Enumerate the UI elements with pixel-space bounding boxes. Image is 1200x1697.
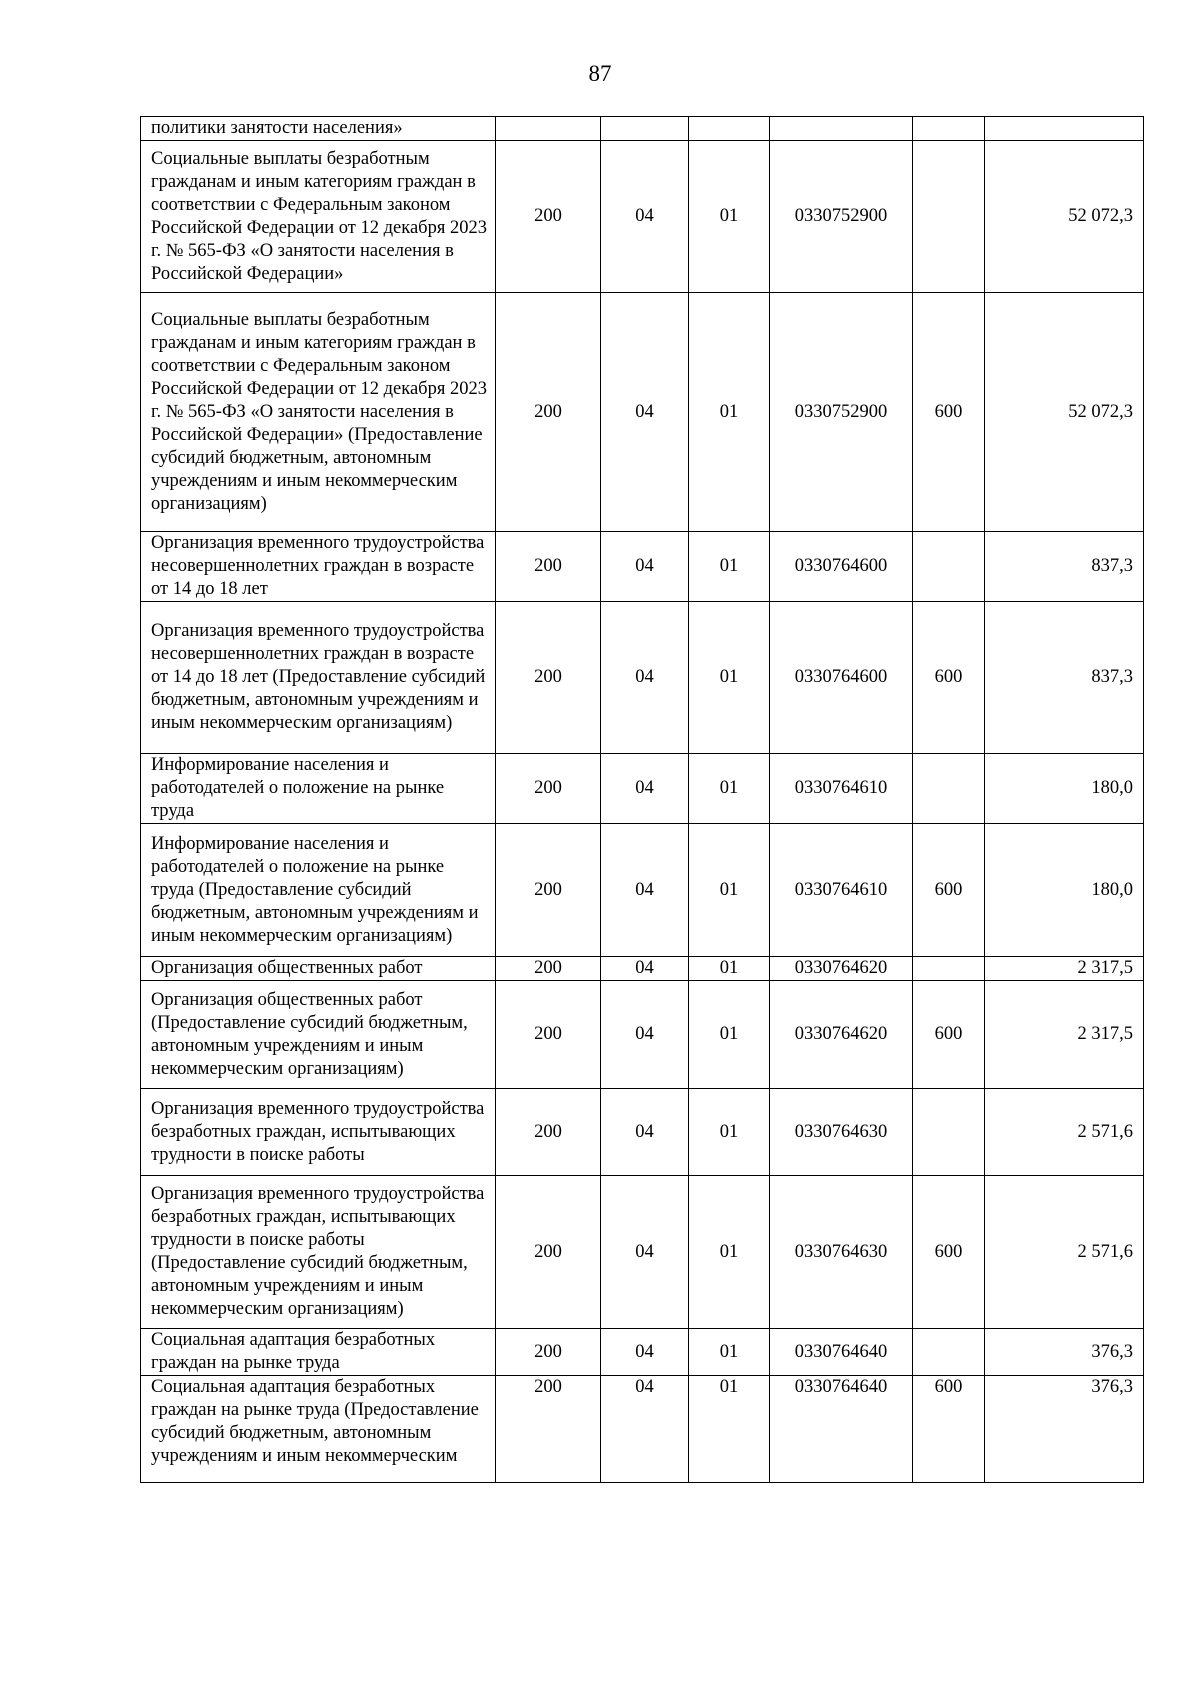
budget-table xyxy=(140,116,1144,1483)
cell-expense-type xyxy=(913,1089,985,1176)
cell-subsection-code: 01 xyxy=(689,602,770,754)
cell-section-code: 04 xyxy=(601,602,689,754)
cell-ved-code: 200 xyxy=(496,293,601,532)
table-row xyxy=(141,1329,1144,1376)
cell-name: Организация временного трудоустройства безработных граждан, испытывающих трудности в поиске работы (Предоставление субсидий бюджетным, автономным учреждениям и иным некоммерческим организациям) xyxy=(141,1176,496,1329)
cell-ved-code: 200 xyxy=(496,1176,601,1329)
cell-target-article: 0330764640 xyxy=(770,1329,913,1376)
cell-amount: 180,0 xyxy=(985,824,1144,957)
cell-target-article: 0330752900 xyxy=(770,141,913,293)
cell-expense-type: 600 xyxy=(913,602,985,754)
cell-target-article: 0330764600 xyxy=(770,532,913,602)
table-row xyxy=(141,1089,1144,1176)
cell-amount: 2 571,6 xyxy=(985,1089,1144,1176)
cell-expense-type xyxy=(913,117,985,141)
cell-section-code: 04 xyxy=(601,1329,689,1376)
cell-name: Организация общественных работ xyxy=(141,957,496,981)
cell-amount: 2 317,5 xyxy=(985,981,1144,1089)
cell-subsection-code: 01 xyxy=(689,1329,770,1376)
table-row xyxy=(141,1176,1144,1329)
cell-amount: 376,3 xyxy=(985,1376,1144,1483)
cell-amount: 2 571,6 xyxy=(985,1176,1144,1329)
cell-subsection-code: 01 xyxy=(689,957,770,981)
cell-expense-type xyxy=(913,1329,985,1376)
cell-subsection-code: 01 xyxy=(689,1376,770,1483)
cell-ved-code: 200 xyxy=(496,141,601,293)
cell-amount: 837,3 xyxy=(985,602,1144,754)
cell-section-code: 04 xyxy=(601,293,689,532)
cell-section-code: 04 xyxy=(601,1176,689,1329)
cell-ved-code: 200 xyxy=(496,532,601,602)
cell-name: Информирование населения и работодателей о положение на рынке труда xyxy=(141,754,496,824)
cell-subsection-code: 01 xyxy=(689,532,770,602)
table-row xyxy=(141,602,1144,754)
table-row xyxy=(141,117,1144,141)
cell-section-code: 04 xyxy=(601,532,689,602)
cell-expense-type: 600 xyxy=(913,1176,985,1329)
cell-target-article: 0330764620 xyxy=(770,957,913,981)
cell-ved-code: 200 xyxy=(496,824,601,957)
cell-amount: 2 317,5 xyxy=(985,957,1144,981)
table-row xyxy=(141,532,1144,602)
table-row xyxy=(141,293,1144,532)
cell-amount: 837,3 xyxy=(985,532,1144,602)
cell-expense-type: 600 xyxy=(913,981,985,1089)
cell-target-article: 0330764630 xyxy=(770,1176,913,1329)
cell-amount: 52 072,3 xyxy=(985,293,1144,532)
cell-expense-type xyxy=(913,141,985,293)
cell-expense-type: 600 xyxy=(913,1376,985,1483)
cell-name: Организация общественных работ (Предоставление субсидий бюджетным, автономным учреждениям и иным некоммерческим организациям) xyxy=(141,981,496,1089)
cell-section-code: 04 xyxy=(601,1376,689,1483)
cell-section-code xyxy=(601,117,689,141)
cell-target-article: 0330764640 xyxy=(770,1376,913,1483)
table-row xyxy=(141,754,1144,824)
cell-name: политики занятости населения» xyxy=(141,117,496,141)
cell-section-code: 04 xyxy=(601,754,689,824)
cell-name: Организация временного трудоустройства безработных граждан, испытывающих трудности в поиске работы xyxy=(141,1089,496,1176)
cell-name: Социальная адаптация безработных граждан на рынке труда xyxy=(141,1329,496,1376)
table-row xyxy=(141,981,1144,1089)
cell-expense-type: 600 xyxy=(913,293,985,532)
cell-name: Социальная адаптация безработных граждан на рынке труда (Предоставление субсидий бюджетным, автономным учреждениям и иным некоммерческим xyxy=(141,1376,496,1483)
cell-ved-code xyxy=(496,117,601,141)
cell-name: Социальные выплаты безработным гражданам и иным категориям граждан в соответствии с Федеральным законом Российской Федерации от 12 декабря 2023 г. № 565-ФЗ «О занятости населения в Российской Федерации» xyxy=(141,141,496,293)
cell-section-code: 04 xyxy=(601,141,689,293)
table-row xyxy=(141,957,1144,981)
cell-section-code: 04 xyxy=(601,1089,689,1176)
cell-ved-code: 200 xyxy=(496,981,601,1089)
table-row xyxy=(141,141,1144,293)
cell-name: Информирование населения и работодателей о положение на рынке труда (Предоставление субсидий бюджетным, автономным учреждениям и иным некоммерческим организациям) xyxy=(141,824,496,957)
cell-name: Организация временного трудоустройства несовершеннолетних граждан в возрасте от 14 до 18 лет (Предоставление субсидий бюджетным, автономным учреждениям и иным некоммерческим организациям) xyxy=(141,602,496,754)
cell-section-code: 04 xyxy=(601,981,689,1089)
cell-subsection-code: 01 xyxy=(689,1176,770,1329)
cell-target-article: 0330764630 xyxy=(770,1089,913,1176)
cell-subsection-code: 01 xyxy=(689,981,770,1089)
cell-expense-type xyxy=(913,532,985,602)
cell-ved-code: 200 xyxy=(496,1376,601,1483)
cell-amount: 376,3 xyxy=(985,1329,1144,1376)
cell-ved-code: 200 xyxy=(496,957,601,981)
cell-expense-type: 600 xyxy=(913,824,985,957)
cell-target-article: 0330764610 xyxy=(770,824,913,957)
cell-section-code: 04 xyxy=(601,957,689,981)
cell-target-article: 0330764620 xyxy=(770,981,913,1089)
table-row xyxy=(141,1376,1144,1483)
cell-subsection-code: 01 xyxy=(689,754,770,824)
cell-ved-code: 200 xyxy=(496,1089,601,1176)
cell-name: Социальные выплаты безработным гражданам и иным категориям граждан в соответствии с Федеральным законом Российской Федерации от 12 декабря 2023 г. № 565-ФЗ «О занятости населения в Российской Федерации» (Предоставление субсидий бюджетным, автономным учреждениям и иным некоммерческим организациям) xyxy=(141,293,496,532)
cell-section-code: 04 xyxy=(601,824,689,957)
cell-expense-type xyxy=(913,754,985,824)
cell-subsection-code: 01 xyxy=(689,141,770,293)
cell-ved-code: 200 xyxy=(496,1329,601,1376)
cell-expense-type xyxy=(913,957,985,981)
cell-subsection-code: 01 xyxy=(689,293,770,532)
cell-subsection-code: 01 xyxy=(689,1089,770,1176)
cell-target-article: 0330764600 xyxy=(770,602,913,754)
table-row xyxy=(141,824,1144,957)
cell-target-article: 0330752900 xyxy=(770,293,913,532)
cell-amount: 180,0 xyxy=(985,754,1144,824)
page-number: 87 xyxy=(588,61,612,86)
cell-target-article xyxy=(770,117,913,141)
cell-subsection-code xyxy=(689,117,770,141)
cell-target-article: 0330764610 xyxy=(770,754,913,824)
cell-amount: 52 072,3 xyxy=(985,141,1144,293)
cell-ved-code: 200 xyxy=(496,602,601,754)
cell-ved-code: 200 xyxy=(496,754,601,824)
cell-subsection-code: 01 xyxy=(689,824,770,957)
cell-amount xyxy=(985,117,1144,141)
cell-name: Организация временного трудоустройства несовершеннолетних граждан в возрасте от 14 до 18 лет xyxy=(141,532,496,602)
